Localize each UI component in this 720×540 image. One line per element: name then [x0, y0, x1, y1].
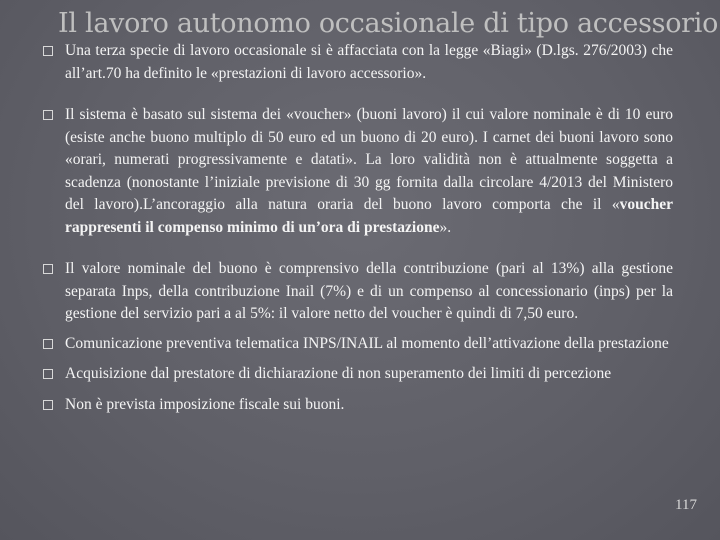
bullet-item-imposizione-fiscale — [40, 394, 673, 417]
square-bullet-icon — [43, 369, 53, 379]
bullet-text: Il valore nominale del buono è comprensivo della contribuzione (pari al 13%) alla gestione separata Inps, della contribuzione Inail (7%) e di un compenso al concessionario (inps) per la gestione del servizio pari a al 5%: il valore netto del voucher è quindi di 7,50 euro. — [65, 260, 673, 322]
bullet-item-legge-biagi — [40, 40, 673, 85]
square-bullet-icon — [43, 264, 53, 274]
bullet-item-comunicazione — [40, 333, 673, 356]
bullet-item-acquisizione — [40, 363, 673, 386]
bullet-text-end: ». — [439, 218, 452, 236]
square-bullet-icon — [43, 110, 53, 120]
bullet-text: Acquisizione dal prestatore di dichiarazione di non superamento dei limiti di percezione — [65, 365, 612, 382]
bullet-text: Il sistema è basato sul sistema dei «voucher» (buoni lavoro) il cui valore nominale è di 10 euro (esiste anche buono multiplo di 50 euro ed un buono di 20 euro). I carnet dei buoni lavoro sono «orari, numerati progressivamente e datati». La loro validità non è attualmente soggetta a scadenza (nonostante l’iniziale previsione di 30 gg fornita dalla circolare 4/2013 del Ministero del lavoro).L’ancoraggio alla natura oraria del buono lavoro comporta che il « — [65, 106, 673, 213]
bullet-bold-text: voucher rappresenti il compenso minimo di un’ora di prestazione — [65, 196, 673, 236]
bullet-item-valore-nominale — [40, 258, 673, 326]
bullet-text: Comunicazione preventiva telematica INPS/INAIL al momento dell’attivazione della prestazione — [65, 334, 669, 352]
bullet-list — [40, 40, 673, 416]
bullet-text: Non è prevista imposizione fiscale sui buoni. — [65, 395, 345, 413]
bullet-item-voucher-system — [40, 104, 673, 239]
square-bullet-icon — [43, 339, 53, 349]
slide-title: Il lavoro autonomo occasionale di tipo accessorio — [58, 8, 719, 39]
square-bullet-icon — [43, 46, 53, 56]
square-bullet-icon — [43, 400, 53, 410]
page-number: 117 — [675, 497, 697, 513]
bullet-text: Una terza specie di lavoro occasionale si è affacciata con la legge «Biagi» (D.lgs. 276/2003) che all’art.70 ha definito le «prestazioni di lavoro accessorio». — [65, 42, 673, 82]
